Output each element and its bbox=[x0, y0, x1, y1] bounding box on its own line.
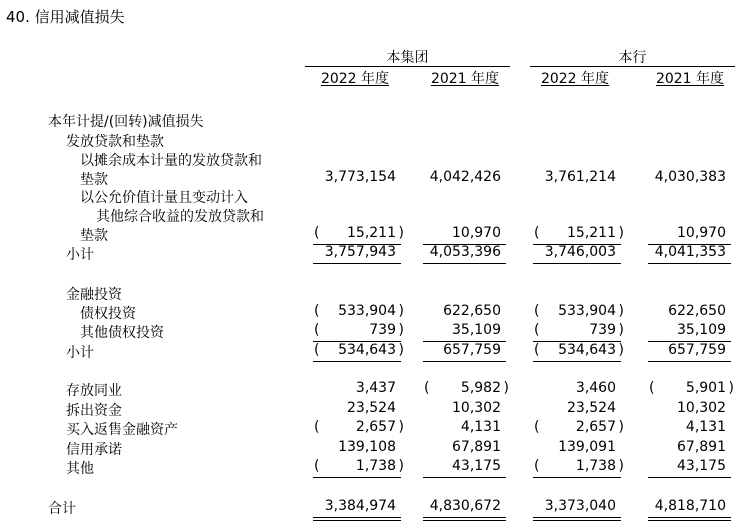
amount-cell bbox=[640, 342, 735, 362]
amount-cell bbox=[640, 169, 735, 189]
amount-cell bbox=[415, 419, 510, 439]
amount-cell bbox=[415, 244, 510, 264]
amount-cell bbox=[640, 419, 735, 439]
amount-cell bbox=[305, 303, 405, 323]
negative-paren-open: ( bbox=[314, 458, 320, 474]
subtotal-underline bbox=[423, 477, 506, 478]
amount-cell bbox=[415, 400, 510, 420]
amount-cell bbox=[415, 498, 510, 518]
amount-cell bbox=[415, 342, 510, 362]
amount-value: 657,759 bbox=[668, 342, 726, 358]
subtotal-underline bbox=[533, 263, 621, 264]
amount-cell bbox=[415, 322, 510, 342]
negative-paren-open: ( bbox=[534, 303, 540, 319]
subtotal-underline bbox=[423, 263, 506, 264]
amount-value: 4,041,353 bbox=[654, 244, 726, 260]
negative-paren-close: ) bbox=[503, 380, 509, 396]
row-label: 小计 bbox=[66, 345, 94, 361]
amount-value: 1,738 bbox=[355, 458, 396, 474]
amount-cell bbox=[525, 322, 625, 342]
amount-cell bbox=[640, 303, 735, 323]
subtotal-underline bbox=[313, 263, 401, 264]
negative-paren-open: ( bbox=[534, 322, 540, 338]
amount-value: 2,657 bbox=[575, 419, 616, 435]
amount-value: 4,830,672 bbox=[429, 498, 501, 514]
negative-paren-close: ) bbox=[398, 419, 404, 435]
negative-paren-close: ) bbox=[398, 458, 404, 474]
amount-value: 4,131 bbox=[685, 419, 726, 435]
row-label: 垫款 bbox=[80, 172, 108, 188]
negative-paren-open: ( bbox=[534, 225, 540, 241]
amount-cell bbox=[305, 244, 405, 264]
amount-cell bbox=[525, 419, 625, 439]
amount-value: 4,131 bbox=[460, 419, 501, 435]
subtotal-underline bbox=[533, 361, 621, 362]
amount-cell bbox=[305, 400, 405, 420]
negative-paren-open: ( bbox=[314, 342, 320, 358]
amount-cell bbox=[525, 400, 625, 420]
amount-cell bbox=[525, 244, 625, 264]
amount-cell bbox=[640, 439, 735, 459]
total-double-underline bbox=[423, 520, 506, 521]
amount-value: 4,030,383 bbox=[654, 169, 726, 185]
amount-value: 622,650 bbox=[443, 303, 501, 319]
subtotal-underline bbox=[313, 477, 401, 478]
amount-value: 15,211 bbox=[347, 225, 396, 241]
total-double-underline bbox=[423, 517, 506, 518]
amount-cell bbox=[525, 458, 625, 478]
amount-value: 3,373,040 bbox=[544, 498, 616, 514]
amount-value: 67,891 bbox=[452, 439, 501, 455]
negative-paren-close: ) bbox=[618, 225, 624, 241]
negative-paren-open: ( bbox=[314, 322, 320, 338]
amount-value: 1,738 bbox=[575, 458, 616, 474]
subtotal-underline bbox=[648, 477, 731, 478]
row-label: 金融投资 bbox=[66, 287, 122, 303]
amount-cell bbox=[525, 225, 625, 245]
row-label: 其他综合收益的发放贷款和 bbox=[96, 209, 264, 225]
row-label: 小计 bbox=[66, 247, 94, 263]
negative-paren-open: ( bbox=[649, 380, 655, 396]
amount-value: 3,757,943 bbox=[324, 244, 396, 260]
amount-value: 35,109 bbox=[677, 322, 726, 338]
row-label: 垫款 bbox=[80, 228, 108, 244]
amount-cell bbox=[305, 419, 405, 439]
amount-cell bbox=[640, 458, 735, 478]
row-label: 其他债权投资 bbox=[80, 325, 164, 341]
amount-value: 534,643 bbox=[338, 342, 396, 358]
amount-value: 4,053,396 bbox=[429, 244, 501, 260]
amount-value: 35,109 bbox=[452, 322, 501, 338]
negative-paren-close: ) bbox=[398, 342, 404, 358]
row-label: 信用承诺 bbox=[66, 442, 122, 458]
amount-cell bbox=[415, 439, 510, 459]
row-label: 合计 bbox=[48, 501, 76, 517]
subtotal-underline bbox=[533, 477, 621, 478]
amount-value: 5,901 bbox=[685, 380, 726, 396]
negative-paren-close: ) bbox=[398, 322, 404, 338]
amount-cell bbox=[525, 439, 625, 459]
amount-value: 5,982 bbox=[460, 380, 501, 396]
amount-value: 4,042,426 bbox=[429, 169, 501, 185]
negative-paren-close: ) bbox=[618, 419, 624, 435]
negative-paren-close: ) bbox=[618, 322, 624, 338]
row-label: 买入返售金融资产 bbox=[66, 422, 178, 438]
amount-value: 3,761,214 bbox=[544, 169, 616, 185]
amount-value: 139,091 bbox=[558, 439, 616, 455]
amount-cell bbox=[525, 342, 625, 362]
amount-value: 533,904 bbox=[338, 303, 396, 319]
amount-value: 739 bbox=[369, 322, 396, 338]
amount-cell bbox=[640, 244, 735, 264]
amount-value: 622,650 bbox=[668, 303, 726, 319]
amount-cell bbox=[525, 169, 625, 189]
row-label: 债权投资 bbox=[80, 306, 136, 322]
amount-cell bbox=[415, 169, 510, 189]
total-double-underline bbox=[533, 517, 621, 518]
amount-value: 23,524 bbox=[347, 400, 396, 416]
negative-paren-open: ( bbox=[314, 225, 320, 241]
row-label: 以摊余成本计量的发放贷款和 bbox=[80, 153, 262, 169]
total-double-underline bbox=[313, 520, 401, 521]
amount-cell bbox=[640, 322, 735, 342]
group-header-rule bbox=[530, 66, 735, 67]
row-label: 存放同业 bbox=[66, 383, 122, 399]
row-label: 发放贷款和垫款 bbox=[66, 134, 164, 150]
negative-paren-open: ( bbox=[534, 458, 540, 474]
negative-paren-open: ( bbox=[424, 380, 430, 396]
amount-value: 139,108 bbox=[338, 439, 396, 455]
total-double-underline bbox=[313, 517, 401, 518]
row-label: 拆出资金 bbox=[66, 403, 122, 419]
amount-value: 43,175 bbox=[677, 458, 726, 474]
negative-paren-close: ) bbox=[618, 342, 624, 358]
subtotal-underline bbox=[313, 361, 401, 362]
amount-value: 67,891 bbox=[677, 439, 726, 455]
amount-value: 533,904 bbox=[558, 303, 616, 319]
row-label: 本年计提/(回转)减值损失 bbox=[48, 114, 204, 130]
amount-value: 4,818,710 bbox=[654, 498, 726, 514]
year-header: 2021 年度 bbox=[430, 71, 500, 87]
note-title: 40. 信用减值损失 bbox=[6, 8, 125, 26]
amount-value: 657,759 bbox=[443, 342, 501, 358]
negative-paren-open: ( bbox=[314, 303, 320, 319]
negative-paren-close: ) bbox=[618, 458, 624, 474]
amount-value: 3,384,974 bbox=[324, 498, 396, 514]
amount-cell bbox=[640, 380, 735, 400]
amount-cell bbox=[305, 458, 405, 478]
amount-value: 10,302 bbox=[452, 400, 501, 416]
amount-cell bbox=[305, 322, 405, 342]
negative-paren-close: ) bbox=[728, 380, 734, 396]
amount-cell bbox=[305, 380, 405, 400]
amount-value: 3,437 bbox=[355, 380, 396, 396]
negative-paren-open: ( bbox=[314, 419, 320, 435]
negative-paren-open: ( bbox=[534, 419, 540, 435]
amount-value: 534,643 bbox=[558, 342, 616, 358]
amount-cell bbox=[525, 303, 625, 323]
amount-value: 23,524 bbox=[567, 400, 616, 416]
group-header-bank: 本行 bbox=[618, 50, 647, 66]
negative-paren-close: ) bbox=[618, 303, 624, 319]
group-header-rule bbox=[305, 66, 510, 67]
amount-cell bbox=[415, 225, 510, 245]
group-header-consolidated: 本集团 bbox=[386, 50, 429, 66]
amount-cell bbox=[525, 380, 625, 400]
amount-value: 3,460 bbox=[575, 380, 616, 396]
subtotal-underline bbox=[648, 361, 731, 362]
amount-cell bbox=[640, 225, 735, 245]
amount-value: 10,970 bbox=[452, 225, 501, 241]
amount-cell bbox=[305, 169, 405, 189]
amount-cell bbox=[415, 303, 510, 323]
year-header: 2022 年度 bbox=[540, 71, 610, 87]
amount-value: 3,773,154 bbox=[324, 169, 396, 185]
amount-value: 15,211 bbox=[567, 225, 616, 241]
year-header: 2021 年度 bbox=[655, 71, 725, 87]
subtotal-underline bbox=[648, 263, 731, 264]
amount-value: 43,175 bbox=[452, 458, 501, 474]
amount-value: 3,746,003 bbox=[544, 244, 616, 260]
total-double-underline bbox=[648, 520, 731, 521]
amount-cell bbox=[640, 498, 735, 518]
amount-cell bbox=[305, 225, 405, 245]
negative-paren-close: ) bbox=[398, 303, 404, 319]
amount-cell bbox=[305, 498, 405, 518]
negative-paren-open: ( bbox=[534, 342, 540, 358]
amount-cell bbox=[305, 439, 405, 459]
subtotal-underline bbox=[423, 361, 506, 362]
amount-cell bbox=[640, 400, 735, 420]
negative-paren-close: ) bbox=[398, 225, 404, 241]
amount-cell bbox=[415, 380, 510, 400]
total-double-underline bbox=[648, 517, 731, 518]
row-label: 其他 bbox=[66, 461, 94, 477]
amount-cell bbox=[525, 498, 625, 518]
amount-value: 10,302 bbox=[677, 400, 726, 416]
amount-value: 2,657 bbox=[355, 419, 396, 435]
year-header: 2022 年度 bbox=[320, 71, 390, 87]
row-label: 以公允价值计量且变动计入 bbox=[80, 190, 248, 206]
amount-cell bbox=[305, 342, 405, 362]
amount-cell bbox=[415, 458, 510, 478]
total-double-underline bbox=[533, 520, 621, 521]
amount-value: 739 bbox=[589, 322, 616, 338]
amount-value: 10,970 bbox=[677, 225, 726, 241]
